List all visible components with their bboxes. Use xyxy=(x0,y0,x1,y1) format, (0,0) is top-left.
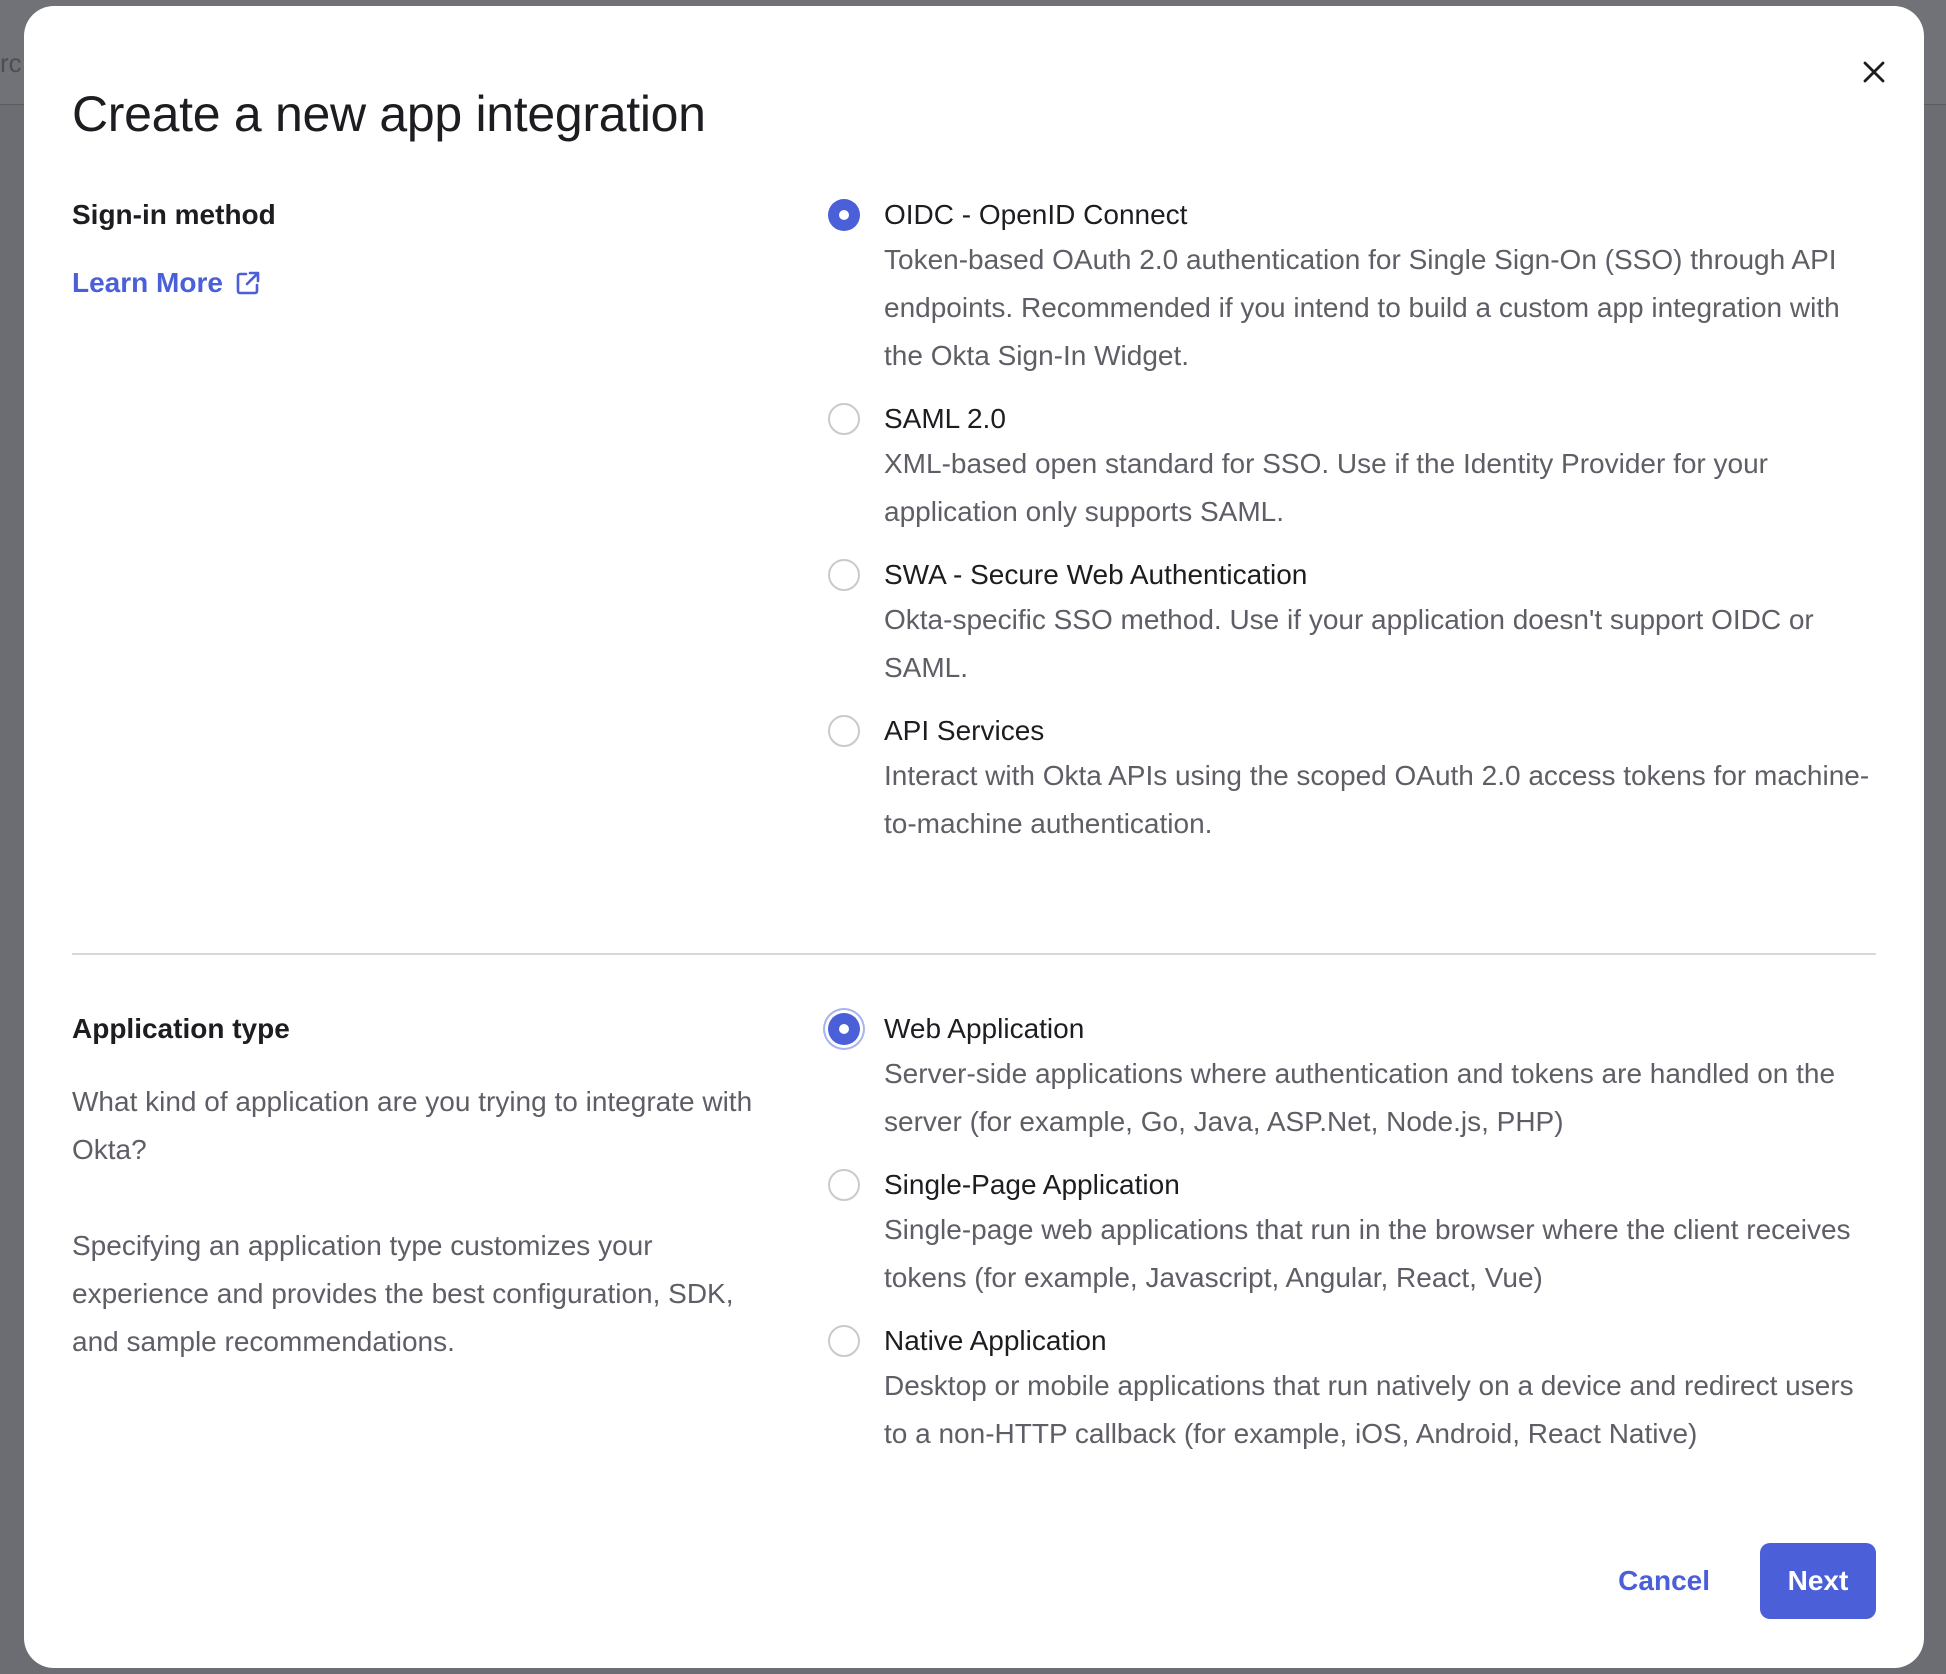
cancel-button[interactable]: Cancel xyxy=(1604,1543,1724,1619)
option-description: Okta-specific SSO method. Use if your application doesn't support OIDC or SAML. xyxy=(884,604,1814,683)
radio-option-saml[interactable] xyxy=(828,400,1878,536)
learn-more-label: Learn More xyxy=(72,267,223,298)
option-description: Token-based OAuth 2.0 authentication for Single Sign-On (SSO) through API endpoints. Recommended if you intend to build a custom app integration with the Okta Sign-In Widget. xyxy=(884,244,1840,371)
close-icon xyxy=(1863,61,1885,83)
application-type-info xyxy=(72,1010,772,1366)
sign-in-method-info xyxy=(72,196,772,302)
option-label: API Services xyxy=(884,715,1045,746)
application-type-question: What kind of application are you trying to integrate with Okta? xyxy=(72,1086,753,1165)
radio-option-native-application[interactable] xyxy=(828,1322,1878,1458)
sign-in-method-heading: Sign-in method xyxy=(72,199,276,230)
radio-button-api-services[interactable] xyxy=(828,715,860,747)
option-label: SAML 2.0 xyxy=(884,403,1006,434)
next-button[interactable]: Next xyxy=(1760,1543,1876,1619)
option-description: XML-based open standard for SSO. Use if the Identity Provider for your application only supports SAML. xyxy=(884,448,1768,527)
radio-option-api-services[interactable] xyxy=(828,712,1878,848)
radio-option-oidc[interactable] xyxy=(828,196,1878,380)
application-type-explanation: Specifying an application type customizes your experience and provides the best configuration, SDK, and sample recommendations. xyxy=(72,1230,734,1357)
option-label: OIDC - OpenID Connect xyxy=(884,199,1188,230)
create-app-integration-dialog xyxy=(24,6,1924,1668)
sign-in-method-section xyxy=(72,196,1876,896)
learn-more-link[interactable] xyxy=(72,264,261,302)
option-label: Web Application xyxy=(884,1013,1085,1044)
option-label: Single-Page Application xyxy=(884,1169,1180,1200)
external-link-icon xyxy=(235,270,261,296)
option-description: Server-side applications where authentication and tokens are handled on the server (for example, Go, Java, ASP.Net, Node.js, PHP) xyxy=(884,1058,1836,1137)
sign-in-method-radio-group xyxy=(828,196,1878,868)
radio-option-single-page-application[interactable] xyxy=(828,1166,1878,1302)
option-description: Desktop or mobile applications that run natively on a device and redirect users to a non-HTTP callback (for example, iOS, Android, React Native) xyxy=(884,1370,1854,1449)
application-type-section xyxy=(72,1010,1876,1480)
dialog-title: Create a new app integration xyxy=(72,86,706,142)
option-description: Interact with Okta APIs using the scoped OAuth 2.0 access tokens for machine-to-machine authentication. xyxy=(884,760,1870,839)
radio-button-web-application[interactable] xyxy=(828,1013,860,1045)
radio-button-oidc[interactable] xyxy=(828,199,860,231)
section-divider xyxy=(72,953,1876,955)
option-label: Native Application xyxy=(884,1325,1107,1356)
radio-button-single-page-application[interactable] xyxy=(828,1169,860,1201)
background-text-fragment: rc xyxy=(0,48,22,78)
radio-button-saml[interactable] xyxy=(828,403,860,435)
radio-button-native-application[interactable] xyxy=(828,1325,860,1357)
dialog-footer xyxy=(1604,1543,1876,1619)
radio-option-web-application[interactable] xyxy=(828,1010,1878,1146)
application-type-radio-group xyxy=(828,1010,1878,1478)
radio-button-swa[interactable] xyxy=(828,559,860,591)
application-type-heading: Application type xyxy=(72,1013,290,1044)
option-description: Single-page web applications that run in the browser where the client receives tokens (for example, Javascript, Angular, React, Vue) xyxy=(884,1214,1851,1293)
option-label: SWA - Secure Web Authentication xyxy=(884,559,1308,590)
radio-option-swa[interactable] xyxy=(828,556,1878,692)
close-button[interactable] xyxy=(1852,50,1896,94)
